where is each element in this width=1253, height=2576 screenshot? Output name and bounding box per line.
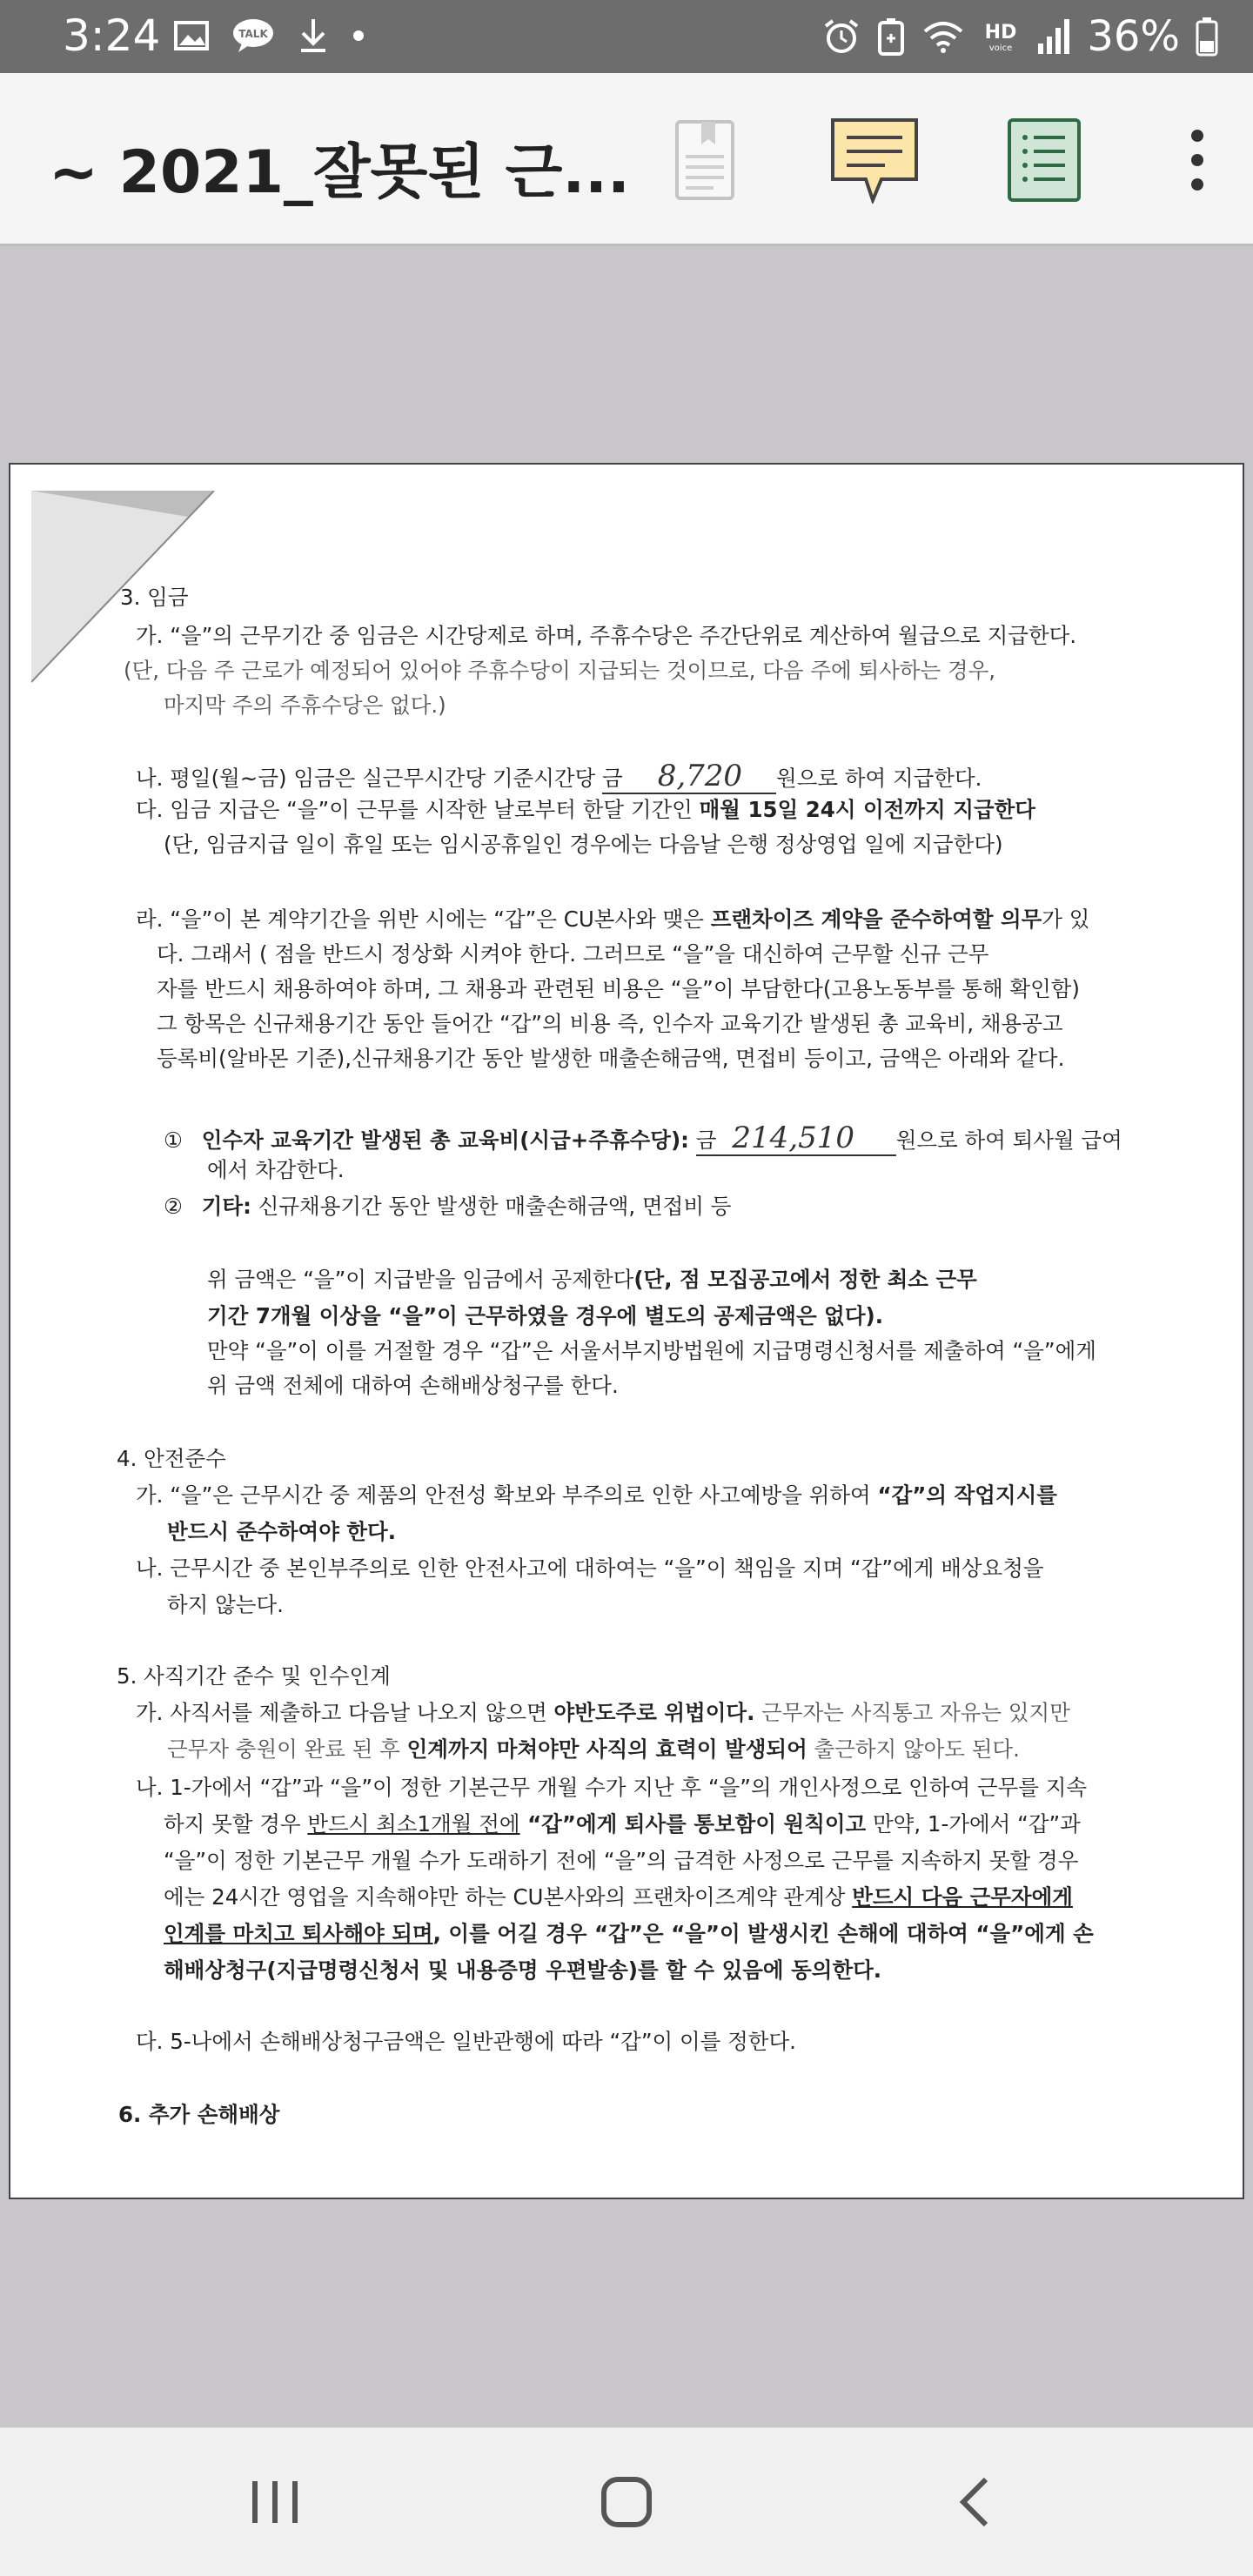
s5-na-4a: 에는 24시간 영업을 지속해야만 하는 CU본사와의 프랜차이즈계약 관계상 <box>164 1884 853 1910</box>
s3-ga-line-2: (단, 다음 주 근로가 예정되어 있어야 주휴수당이 지급되는 것이므로, 다음 주에 퇴사하는 경우, <box>124 658 996 683</box>
education-cost-field <box>696 1122 896 1156</box>
item-2-number: ② <box>164 1194 183 1219</box>
svg-text:HD: HD <box>984 22 1017 43</box>
battery-icon <box>1196 17 1218 57</box>
s5-ga-1b: 야반도주로 위법이다. <box>553 1700 755 1725</box>
s5-ga-line-1 <box>136 1702 1070 1725</box>
section-6-heading: 6. 추가 손해배상 <box>118 2102 280 2127</box>
dot-icon <box>352 29 365 43</box>
s5-na-line-1: 나. 1-가에서 “갑”과 “을”이 정한 기본근무 개월 수가 지난 후 “을”의 개인사정으로 인하여 근무를 지속 <box>136 1775 1088 1800</box>
document-view-button[interactable] <box>661 117 748 204</box>
list-icon <box>1006 117 1082 204</box>
document-body <box>10 465 1243 2198</box>
item-1-number: ① <box>164 1127 183 1153</box>
hourly-wage-amount: 8,720 <box>657 759 743 793</box>
status-bar <box>0 0 1253 73</box>
document-title[interactable]: ~ 2021_잘못된 근... <box>49 138 630 207</box>
s3-na-line <box>136 760 982 794</box>
wage-field <box>602 760 776 794</box>
s4-ga-1a: 가. “을”은 근무시간 중 제품의 안전성 확보와 부주의로 인한 사고예방을 위하여 <box>136 1482 878 1508</box>
more-options-button[interactable] <box>1163 117 1232 204</box>
s3-da-bold: 매월 15일 24시 이전까지 지급한다 <box>699 797 1035 822</box>
battery-percent: 36% <box>1087 12 1180 61</box>
s5-na-line-6: 해배상청구(지급명령신청서 및 내용증명 우편발송)를 할 수 있음에 동의한다. <box>164 1957 882 1983</box>
s5-na-line-2 <box>164 1813 1081 1837</box>
deduction-1a: 위 금액은 “을”이 지급받을 임금에서 공제한다 <box>207 1267 634 1292</box>
s3-ra-1b: 프랜차이즈 계약을 준수하여할 의무 <box>710 907 1042 932</box>
back-button[interactable] <box>922 2463 1027 2541</box>
s5-na-2d: 만약, 1-가에서 “갑”과 <box>866 1811 1081 1837</box>
talk-icon <box>231 17 275 54</box>
home-icon <box>599 2474 654 2530</box>
deduction-line-2: 기간 7개월 이상을 “을”이 근무하였을 경우에 별도의 공제금액은 없다). <box>207 1303 883 1328</box>
s4-na-line-1: 나. 근무시간 중 본인부주의로 인한 안전사고에 대하여는 “을”이 책임을 지며 “갑”에게 배상요청을 <box>136 1556 1044 1581</box>
system-icons <box>822 12 1218 61</box>
deduction-line-1 <box>207 1268 977 1292</box>
status-time: 3:24 <box>63 10 161 61</box>
download-icon <box>298 17 329 54</box>
system-nav-bar <box>0 2427 1253 2576</box>
s3-ga-line-1: 가. “을”의 근무기간 중 임금은 시간당제로 하며, 주휴수당은 주간단위로 계산하여 월급으로 지급한다. <box>136 623 1077 648</box>
s5-na-line-4 <box>164 1886 1073 1910</box>
outline-list-button[interactable] <box>1001 117 1088 204</box>
s3-da-line-2: (단, 임금지급 일이 휴일 또는 임시공휴일인 경우에는 다음날 은행 정상영업 일에 지급한다) <box>164 832 1003 857</box>
item-2-line <box>164 1195 731 1219</box>
education-cost-amount: 214,510 <box>732 1121 855 1155</box>
s3-na-pre: 나. 평일(월~금) 임금은 실근무시간당 기준시간당 <box>136 766 603 791</box>
document-page[interactable] <box>9 463 1244 2199</box>
wage-prefix: 금 <box>602 766 623 791</box>
notification-icons <box>174 17 365 54</box>
s5-ga-1a: 가. 사직서를 제출하고 다음날 나오지 않으면 <box>136 1700 554 1725</box>
item-1-line-2: 에서 차감한다. <box>207 1157 345 1182</box>
s3-ra-line-1 <box>136 908 1089 932</box>
svg-text:TALK: TALK <box>238 28 268 40</box>
s3-ra-line-5: 등록비(알바몬 기준),신규채용기간 동안 발생한 매출손해금액, 면접비 등이고, 금액은 아래와 같다. <box>157 1046 1065 1071</box>
s5-na-5b: , 이를 어길 경우 “갑”은 “을”이 발생시킨 손해에 대하여 “을”에게 손 <box>432 1921 1094 1946</box>
s5-ga-1c: 근무자는 사직통고 자유는 있지만 <box>754 1700 1070 1725</box>
s3-ra-line-4: 그 항목은 신규채용기간 동안 들어간 “갑”의 비용 즉, 인수자 교육기간 발생된 총 교육비, 채용공고 <box>157 1011 1063 1036</box>
s3-da-pre: 다. 임금 지급은 “을”이 근무를 시작한 날로부터 한달 기간인 <box>136 797 700 822</box>
s5-ga-2a: 근무자 충원이 완료 된 후 <box>167 1736 407 1762</box>
recent-apps-icon <box>249 2478 301 2526</box>
item-2-text: 신규채용기간 동안 발생한 매출손해금액, 면접비 등 <box>258 1194 732 1219</box>
section-4-heading: 4. 안전준수 <box>117 1446 226 1471</box>
s3-ra-1a: 라. “을”이 본 계약기간을 위반 시에는 “갑”은 CU본사와 맺은 <box>136 907 711 932</box>
document-icon <box>670 118 740 202</box>
s3-ra-1c: 가 있 <box>1042 907 1090 932</box>
recent-apps-button[interactable] <box>223 2463 327 2541</box>
s3-na-post: 원으로 하여 지급한다. <box>776 766 982 791</box>
comment-button[interactable] <box>827 117 922 204</box>
section-3-heading: 3. 임금 <box>120 585 189 610</box>
alarm-icon <box>822 17 861 56</box>
section-5-heading: 5. 사직기간 준수 및 인수인계 <box>117 1663 391 1689</box>
s5-ga-2b: 인계까지 마쳐야만 사직의 효력이 발생되어 <box>406 1736 807 1762</box>
s4-na-line-2: 하지 않는다. <box>167 1592 284 1617</box>
app-toolbar <box>0 73 1253 246</box>
s5-na-2b: 반드시 최소1개월 전에 <box>307 1811 520 1837</box>
s3-ga-line-3: 마지막 주의 주휴수당은 없다.) <box>164 693 446 718</box>
home-button[interactable] <box>574 2463 679 2541</box>
s4-ga-line-2: 반드시 준수하여야 한다. <box>167 1519 397 1544</box>
item-2-bold: 기타: <box>201 1194 251 1219</box>
svg-text:voice: voice <box>989 43 1013 53</box>
item-1-prefix: 금 <box>695 1127 717 1153</box>
item-1-bold: 인수자 교육기간 발생된 총 교육비(시급+주휴수당): <box>201 1127 689 1153</box>
s5-na-5a: 인계를 마치고 퇴사해야 되며 <box>164 1921 433 1946</box>
s5-ga-2c: 출근하지 않아도 된다. <box>807 1736 1020 1762</box>
comment-icon <box>829 117 920 204</box>
hd-voice-icon <box>981 17 1021 56</box>
battery-saver-icon <box>876 17 906 56</box>
s5-na-2a: 하지 못할 경우 <box>164 1811 308 1837</box>
s5-na-2c: “갑”에게 퇴사를 통보함이 원칙이고 <box>519 1811 867 1837</box>
signal-icon <box>1036 17 1071 56</box>
deduction-line-4: 위 금액 전체에 대하여 손해배상청구를 한다. <box>207 1373 619 1398</box>
image-icon <box>174 21 209 50</box>
more-icon <box>1191 130 1203 142</box>
s5-na-line-3: “을”이 정한 기본근무 개월 수가 도래하기 전에 “을”의 급격한 사정으로 근무를 지속하지 못할 경우 <box>164 1848 1079 1873</box>
item-1-line-1 <box>164 1122 1122 1156</box>
s3-da-line-1 <box>136 799 1035 822</box>
s4-ga-line-1 <box>136 1484 1057 1508</box>
s5-na-line-5 <box>164 1923 1094 1946</box>
s4-ga-1b: “갑”의 작업지시를 <box>877 1482 1057 1508</box>
back-icon <box>953 2474 996 2530</box>
wifi-icon <box>921 19 965 54</box>
deduction-line-3: 만약 “을”이 이를 거절할 경우 “갑”은 서울서부지방법원에 지급명령신청서를 제출하여 “을”에게 <box>207 1338 1096 1363</box>
s5-da-line: 다. 5-나에서 손해배상청구금액은 일반관행에 따라 “갑”이 이를 정한다. <box>136 2029 796 2054</box>
deduction-1b: (단, 점 모집공고에서 정한 최소 근무 <box>633 1267 977 1292</box>
s5-ga-line-2 <box>167 1738 1020 1762</box>
s5-na-4b: 반드시 다음 근무자에게 <box>852 1884 1073 1910</box>
s3-ra-line-2: 다. 그래서 ( 점을 반드시 정상화 시켜야 한다. 그러므로 “을”을 대신하여 근무할 신규 근무 <box>157 941 989 967</box>
item-1-post: 원으로 하여 퇴사월 급여 <box>895 1127 1122 1153</box>
s3-ra-line-3: 자를 반드시 채용하여야 하며, 그 채용과 관련된 비용은 “을”이 부담한다(고용노동부를 통해 확인함) <box>157 976 1080 1001</box>
